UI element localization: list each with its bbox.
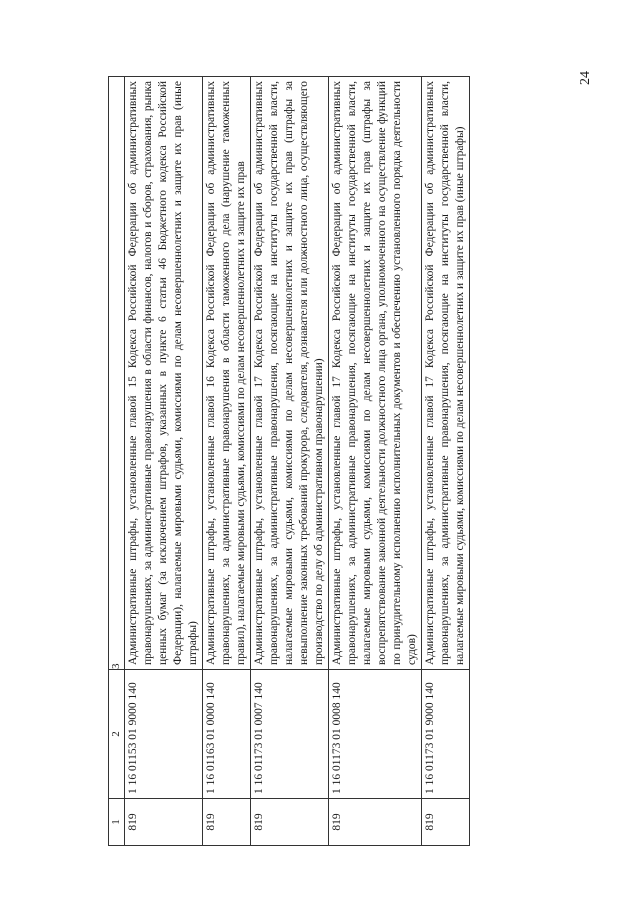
table-row [251,77,329,846]
table-row [422,77,470,846]
page-number: 24 [578,71,593,85]
admin-code-cell: 819 [203,799,251,846]
revenue-codes-table [108,76,470,846]
description-cell: Административные штрафы, установленные главой 17 Кодекса Российской Федерации об административных правонарушениях, за административные правонарушения, посягающие на институты государственной власти, налагаемые мировыми судьями, комиссиями по делам несовершеннолетних и защите их прав (штрафы за невыполнение законных требований прокурора, следователя, дознавателя или должностного лица, осуществляющего производство по делу об административном правонарушении) [251,77,329,670]
budget-code-cell: 1 16 01173 01 0007 140 [251,670,329,799]
table-row [125,77,203,846]
description-cell: Административные штрафы, установленные главой 16 Кодекса Российской Федерации об административных правонарушениях, за административные правонарушения в области таможенного дела (нарушение таможенных правил), налагаемые мировыми судьями, комиссиями по делам несовершеннолетних и защите их прав [203,77,251,670]
budget-code-cell: 1 16 01153 01 9000 140 [125,670,203,799]
description-cell: Административные штрафы, установленные главой 17 Кодекса Российской Федерации об административных правонарушениях, за административные правонарушения, посягающие на институты государственной власти, налагаемые мировыми судьями, комиссиями по делам несовершеннолетних и защите их прав (штрафы за воспрепятствование законной деятельности должностного лица органа, уполномоченного на осуществление функций по принудительному исполнению исполнительных документов и обеспечению установленного порядка деятельности судов) [329,77,422,670]
column-header-2: 2 [109,670,125,799]
table-header-row [109,77,125,846]
column-header-3: 3 [109,77,125,670]
description-cell: Административные штрафы, установленные главой 15 Кодекса Российской Федерации об административных правонарушениях, за административные правонарушения в области финансов, налогов и сборов, страхования, рынка ценных бумаг (за исключением штрафов, указанных в пункте 6 статьи 46 Бюджетного кодекса Российской Федерации), налагаемые мировыми судьями, комиссиями по делам несовершеннолетних и защите их прав (иные штрафы) [125,77,203,670]
budget-code-cell: 1 16 01173 01 9000 140 [422,670,470,799]
table-row [329,77,422,846]
admin-code-cell: 819 [422,799,470,846]
admin-code-cell: 819 [329,799,422,846]
table-row [203,77,251,846]
budget-code-cell: 1 16 01173 01 0008 140 [329,670,422,799]
admin-code-cell: 819 [251,799,329,846]
column-header-1: 1 [109,799,125,846]
budget-code-cell: 1 16 01163 01 0000 140 [203,670,251,799]
admin-code-cell: 819 [125,799,203,846]
description-cell: Административные штрафы, установленные главой 17 Кодекса Российской Федерации об административных правонарушениях, за административные правонарушения, посягающие на институты государственной власти, налагаемые мировыми судьями, комиссиями по делам несовершеннолетних и защите их прав (иные штрафы) [422,77,470,670]
rotated-table-container [108,76,466,846]
